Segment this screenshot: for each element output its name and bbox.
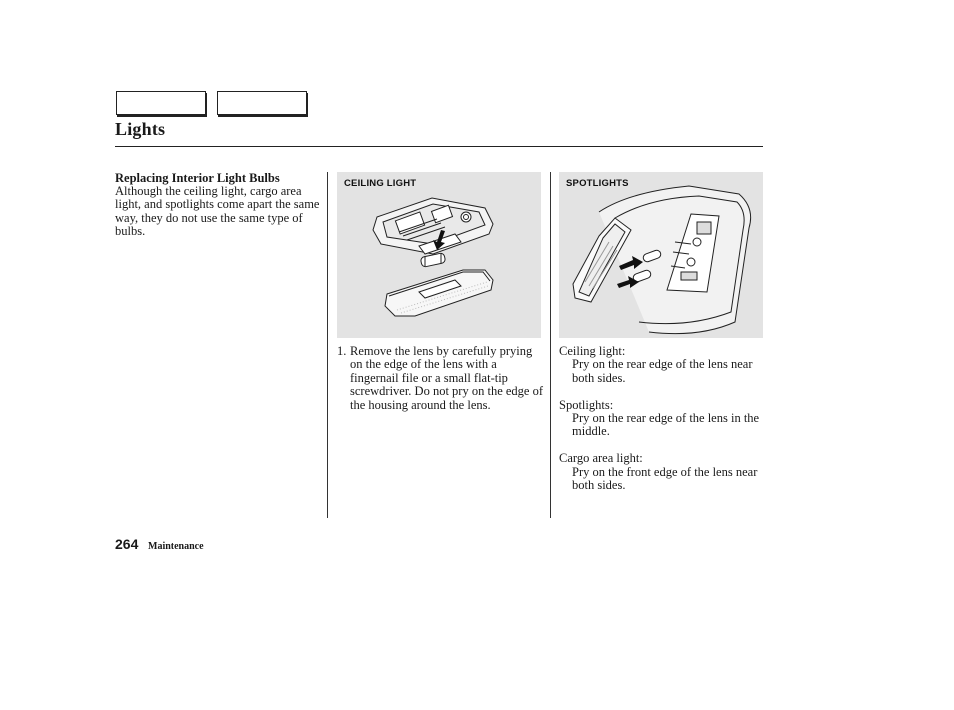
spotlights-figure (559, 172, 763, 338)
page-title: Lights (115, 119, 166, 139)
section-heading: Replacing Interior Light Bulbs (115, 171, 280, 185)
note-ceiling (559, 345, 764, 385)
step-number: 1. (337, 344, 347, 358)
previous-section-tab[interactable] (116, 91, 206, 115)
note-cargo (559, 452, 764, 492)
note-title: Cargo area light: (559, 451, 643, 466)
ceiling-light-figure (337, 172, 541, 338)
lens-notes (559, 345, 764, 506)
title-rule (115, 146, 763, 147)
column-divider (327, 172, 328, 518)
figure-label: CEILING LIGHT (344, 178, 417, 189)
spotlights-illustration (559, 172, 763, 338)
figure-label: SPOTLIGHTS (566, 178, 629, 189)
page-number: 264 (115, 536, 139, 552)
ceiling-light-illustration (337, 172, 541, 338)
note-title: Ceiling light: (559, 344, 626, 358)
instruction-step (337, 345, 547, 412)
intro-paragraph: Although the ceiling light, cargo area light, and spotlights come apart the same way, they do not use the same type of bulbs. (115, 184, 320, 239)
step-text: Remove the lens by carefully prying on the edge of the lens with a fingernail file or a small flat-tip screwdriver. Do not pry on the edge of the housing around the lens. (350, 344, 543, 412)
note-text: Pry on the front edge of the lens near both sides. (572, 464, 758, 493)
column-divider (550, 172, 551, 518)
next-section-tab[interactable] (217, 91, 307, 115)
note-text: Pry on the rear edge of the lens in the middle. (572, 411, 760, 439)
note-spotlights (559, 399, 764, 439)
note-text: Pry on the rear edge of the lens near both sides. (572, 357, 753, 385)
footer-section-name: Maintenance (148, 541, 204, 552)
note-title: Spotlights: (559, 397, 614, 412)
